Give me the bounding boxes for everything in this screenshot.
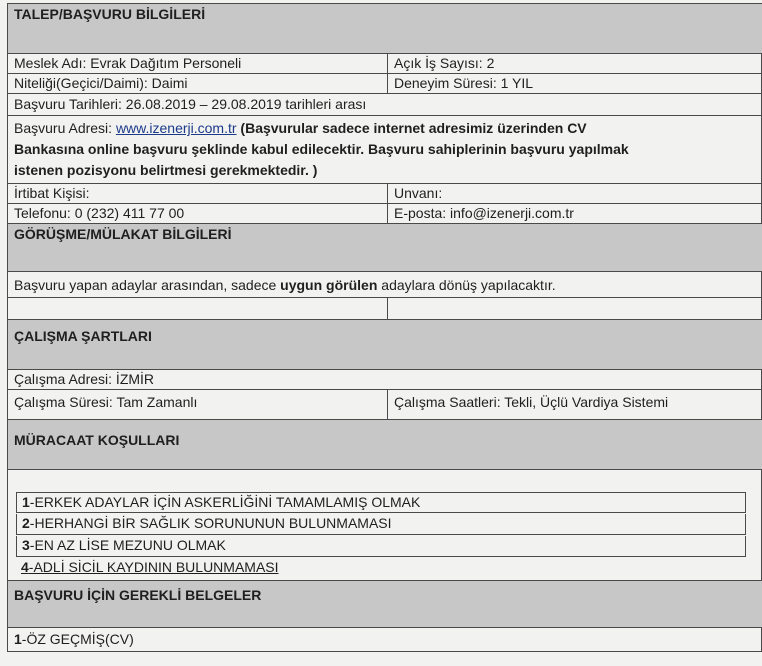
empty-cell bbox=[8, 298, 388, 319]
table-row bbox=[7, 74, 762, 94]
table-row bbox=[7, 94, 762, 116]
section-header-gorusme bbox=[7, 224, 762, 272]
list-item: 2-HERHANGİ BİR SAĞLIK SORUNUNUN BULUNMAMASI bbox=[16, 514, 746, 535]
section-header-talep bbox=[7, 4, 762, 54]
meslek-adi: Meslek Adı: Evrak Dağıtım Personeli bbox=[8, 54, 388, 73]
table-row bbox=[7, 390, 762, 420]
list-item: 1-ERKEK ADAYLAR İÇİN ASKERLİĞİNİ TAMAMLAMIŞ OLMAK bbox=[16, 492, 746, 513]
section-header-calisma bbox=[7, 320, 762, 370]
belge-item: 1-ÖZ GEÇMİŞ(CV) bbox=[14, 631, 134, 647]
basvuru-tarihleri: Başvuru Tarihleri: 26.08.2019 – 29.08.2019 tarihleri arası bbox=[14, 96, 367, 112]
section-title: ÇALIŞMA ŞARTLARI bbox=[14, 328, 152, 344]
section-header-belgeler bbox=[7, 580, 762, 628]
table-row bbox=[7, 628, 762, 652]
section-title: MÜRACAAT KOŞULLARI bbox=[14, 432, 180, 448]
table-row bbox=[7, 370, 762, 390]
calisma-suresi: Çalışma Süresi: Tam Zamanlı bbox=[8, 390, 388, 419]
table-row bbox=[7, 204, 762, 224]
list-item: 3-EN AZ LİSE MEZUNU OLMAK bbox=[16, 536, 746, 557]
telefon: Telefonu: 0 (232) 411 77 00 bbox=[8, 204, 388, 223]
basvuru-adresi: Başvuru Adresi: www.izenerji.com.tr (Başvurular sadece internet adresimiz üzerinden CV Bankasına online başvuru şeklinde kabul edilecektir. Başvuru sahiplerinin başvuru yapılmak istenen pozisyonu belirtmesi gerekmektedir. ) bbox=[14, 120, 629, 178]
list-item: 4-ADLİ SİCİL KAYDININ BULUNMAMASI bbox=[21, 559, 279, 575]
empty-cell bbox=[388, 298, 762, 319]
table-row bbox=[7, 54, 762, 74]
acik-is-sayisi: Açık İş Sayısı: 2 bbox=[388, 54, 762, 73]
section-title: TALEP/BAŞVURU BİLGİLERİ bbox=[14, 6, 206, 22]
niteligi: Niteliği(Geçici/Daimi): Daimi bbox=[8, 74, 388, 93]
table-row bbox=[7, 298, 762, 320]
section-title: BAŞVURU İÇİN GEREKLİ BELGELER bbox=[14, 587, 262, 603]
table-row bbox=[7, 184, 762, 204]
calisma-adresi: Çalışma Adresi: İZMİR bbox=[14, 371, 155, 387]
section-header-muracaat bbox=[7, 420, 762, 470]
deneyim-suresi: Deneyim Süresi: 1 YIL bbox=[388, 74, 762, 93]
calisma-saatleri: Çalışma Saatleri: Tekli, Üçlü Vardiya Sistemi bbox=[388, 390, 762, 419]
gorusme-text: Başvuru yapan adaylar arasından, sadece uygun görülen adaylara dönüş yapılacaktır. bbox=[14, 277, 556, 293]
unvani: Unvanı: bbox=[388, 184, 762, 203]
eposta: E-posta: info@izenerji.com.tr bbox=[388, 204, 762, 223]
table-row bbox=[7, 272, 762, 298]
section-title: GÖRÜŞME/MÜLAKAT BİLGİLERİ bbox=[14, 226, 232, 242]
irtibat-kisisi: İrtibat Kişisi: bbox=[8, 184, 388, 203]
website-link[interactable]: www.izenerji.com.tr bbox=[115, 120, 237, 136]
table-row bbox=[7, 116, 762, 184]
